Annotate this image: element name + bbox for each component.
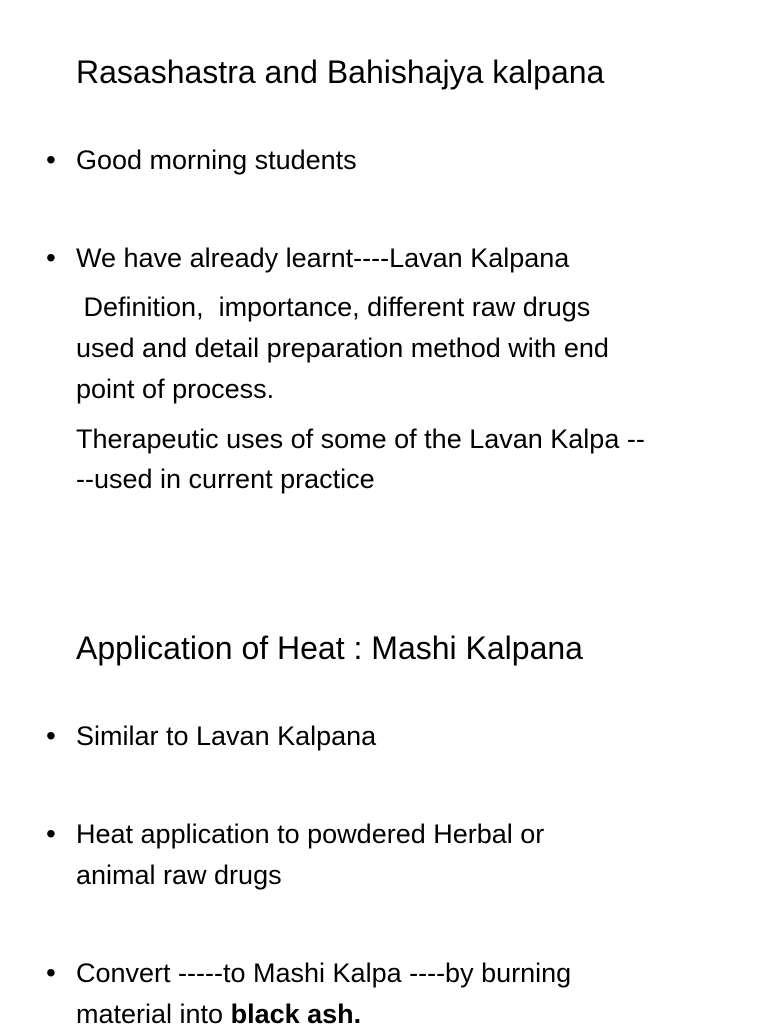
bullet-marker: • — [46, 720, 56, 751]
bullet-heat-application-line-2: animal raw drugs — [76, 860, 282, 890]
slide-2-title: Application of Heat : Mashi Kalpana — [76, 630, 583, 666]
bullet-similar: Similar to Lavan Kalpana — [76, 721, 377, 751]
para-definition-line-3: point of process. — [76, 374, 275, 404]
black-ash-emphasis: black ash. — [230, 999, 362, 1029]
slide-1-title: Rasashastra and Bahishajya kalpana — [76, 54, 605, 90]
bullet-marker: • — [46, 957, 56, 988]
para-therapeutic-line-2: --used in current practice — [76, 464, 375, 494]
bullet-convert-line-2 — [76, 994, 736, 1034]
bullet-heat-application-line-1: Heat application to powdered Herbal or — [76, 819, 545, 849]
para-definition-line-2: used and detail preparation method with end — [76, 333, 609, 363]
bullet-marker: • — [46, 242, 56, 273]
bullet-marker: • — [46, 144, 56, 175]
para-definition-line-1: Definition, importance, different raw drugs — [76, 292, 591, 322]
convert-line-2-prefix: material into — [76, 999, 231, 1029]
bullet-marker: • — [46, 818, 56, 849]
bullet-convert-line-1: Convert -----to Mashi Kalpa ----by burning — [76, 958, 572, 988]
bullet-already-learnt: We have already learnt----Lavan Kalpana — [76, 243, 570, 273]
para-therapeutic-line-1: Therapeutic uses of some of the Lavan Kalpa -- — [76, 424, 645, 454]
bullet-good-morning: Good morning students — [76, 145, 357, 175]
